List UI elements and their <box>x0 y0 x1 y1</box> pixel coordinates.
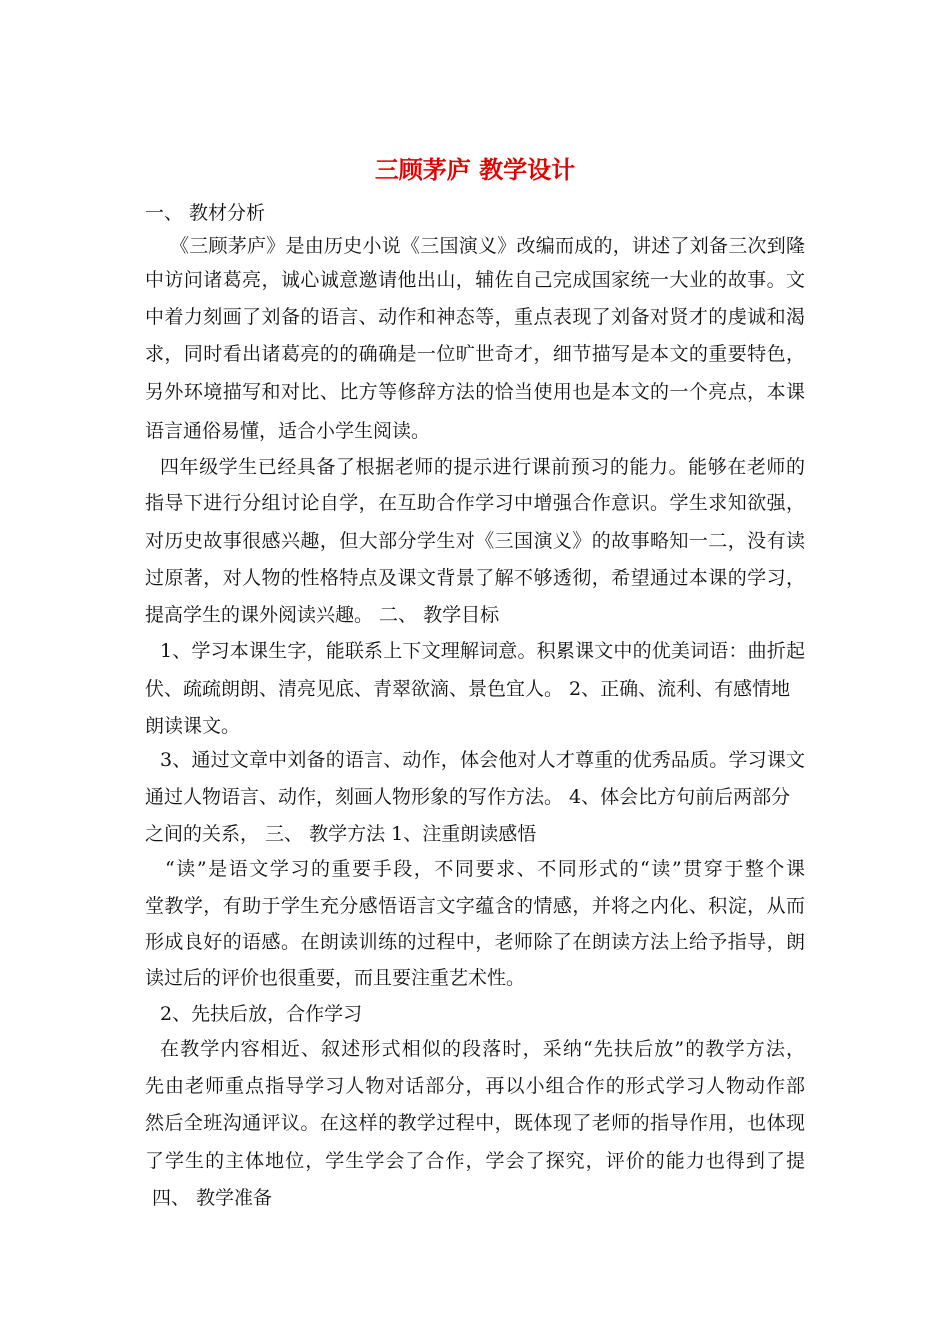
text-line: 在教学内容相近、叙述形式相似的段落时，采纳“先扶后放”的教学方法， <box>160 1038 805 1060</box>
text-line: 读过后的评价也很重要，而且要注重艺术性。 <box>145 967 526 989</box>
text-line: 1、学习本课生字，能联系上下文理解词意。积累课文中的优美词语：曲折起 <box>160 640 805 662</box>
text-line: 先由老师重点指导学习人物对话部分，再以小组合作的形式学习人物动作部 <box>145 1075 805 1097</box>
text-line: 中访问诸葛亮，诚心诚意邀请他出山，辅佐自己完成国家统一大业的故事。文 <box>145 269 805 291</box>
text-line: 提高学生的课外阅读兴趣。 二、 教学目标 <box>145 604 500 626</box>
text-line: 堂教学，有助于学生充分感悟语言文字蕴含的情感，并将之内化、积淀，从而 <box>145 895 805 917</box>
text-line: 3、通过文章中刘备的语言、动作，体会他对人才尊重的优秀品质。学习课文 <box>160 749 805 771</box>
text-line: 《三顾茅庐》是由历史小说《三国演义》改编而成的，讲述了刘备三次到隆 <box>170 235 805 257</box>
text-line: 求，同时看出诸葛亮的的确确是一位旷世奇才，细节描写是本文的重要特色， <box>145 343 805 365</box>
text-line: “读”是语文学习的重要手段，不同要求、不同形式的“读”贯穿于整个课 <box>165 858 805 880</box>
text-line: 对历史故事很感兴趣，但大部分学生对《三国演义》的故事略知一二，没有读 <box>145 530 805 552</box>
text-line: 之间的关系， 三、 教学方法 1、注重朗读感悟 <box>145 823 537 845</box>
text-line: 然后全班沟通评议。在这样的教学过程中，既体现了老师的指导作用，也体现 <box>145 1112 805 1134</box>
text-line: 中着力刻画了刘备的语言、动作和神态等，重点表现了刘备对贤才的虔诚和渴 <box>145 306 805 328</box>
text-line: 另外环境描写和对比、比方等修辞方法的恰当使用也是本文的一个亮点，本课 <box>145 381 805 403</box>
text-line: 一、 教材分析 <box>145 202 266 224</box>
text-line: 伏、疏疏朗朗、清亮见底、青翠欲滴、景色宜人。 2、正确、流利、有感情地 <box>145 678 791 700</box>
text-line: 过原著，对人物的性格特点及课文背景了解不够透彻，希望通过本课的学习， <box>145 567 805 589</box>
text-line: 通过人物语言、动作，刻画人物形象的写作方法。 4、体会比方句前后两部分 <box>145 786 791 808</box>
text-line: 朗读课文。 <box>145 715 241 737</box>
document-title: 三顾茅庐 教学设计 <box>374 156 576 184</box>
text-line: 了学生的主体地位，学生学会了合作，学会了探究，评价的能力也得到了提 <box>145 1150 805 1172</box>
text-line: 四、 教学准备 <box>152 1187 273 1209</box>
text-line: 语言通俗易懂，适合小学生阅读。 <box>145 420 431 442</box>
text-line: 2、先扶后放，合作学习 <box>160 1003 363 1025</box>
text-line: 指导下进行分组讨论自学，在互助合作学习中增强合作意识。学生求知欲强， <box>145 492 805 514</box>
text-line: 四年级学生已经具备了根据老师的提示进行课前预习的能力。能够在老师的 <box>160 456 805 478</box>
text-line: 形成良好的语感。在朗读训练的过程中，老师除了在朗读方法上给予指导，朗 <box>145 931 805 953</box>
